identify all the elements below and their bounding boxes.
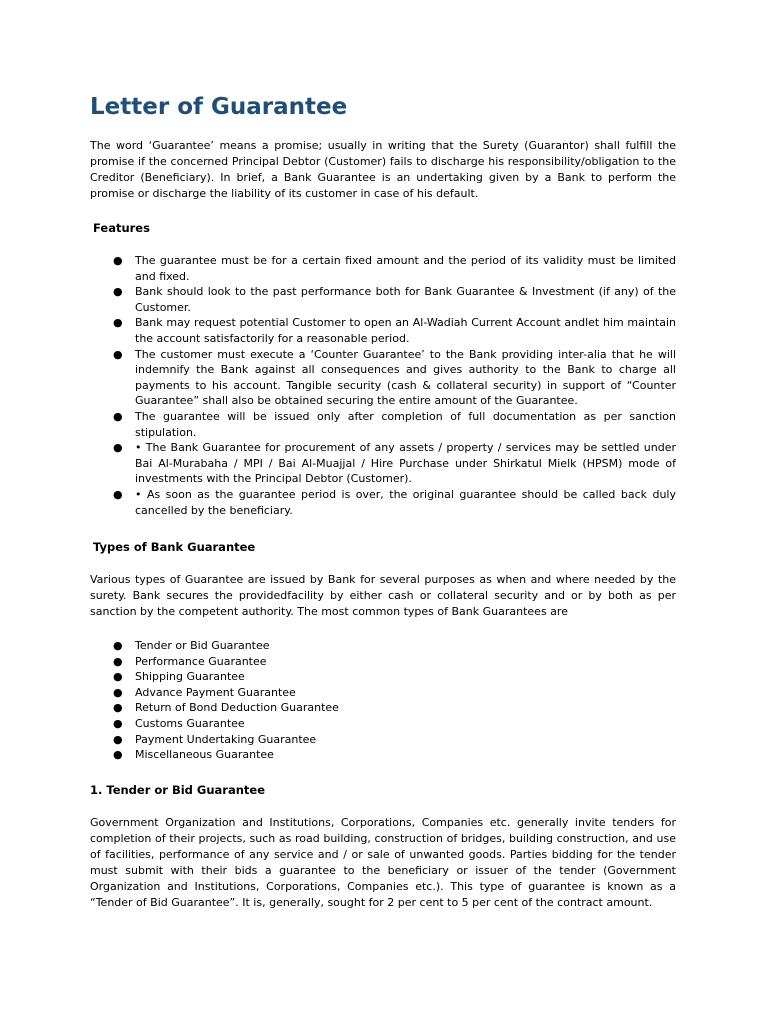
list-item: ● • The Bank Guarantee for procurement of any assets / property / services may be settled under Bai Al-Murabaha / MPI / Bai Al-Muajjal / Hire Purchase under Shirkatul Mielk (HPSM) mode of investments with the Principal Debtor (Customer). [113, 441, 676, 486]
bullet-icon: ● [113, 254, 123, 267]
bullet-icon: ● [113, 487, 123, 501]
list-item: ● Payment Undertaking Guarantee [113, 732, 317, 746]
list-item: ● Advance Payment Guarantee [113, 685, 296, 699]
tender-heading: 1. Tender or Bid Guarantee [90, 783, 266, 797]
bullet-icon: ● [113, 285, 123, 299]
bullet-icon: ● [113, 732, 123, 746]
bullet-icon: ● [113, 316, 123, 330]
bullet-icon: ● [113, 716, 123, 730]
bullet-icon: ● [113, 654, 123, 668]
list-item: ● Miscellaneous Guarantee [113, 748, 274, 762]
bullet-icon: ● [113, 639, 123, 652]
list-item: ● Customs Guarantee [113, 716, 245, 730]
types-heading: Types of Bank Guarantee [93, 540, 256, 554]
list-item: ● Bank may request potential Customer to open an Al-Wadiah Current Account andlet him maintain the account satisfactorily for a reasonable period. [113, 316, 676, 345]
list-item: ● Bank should look to the past performance both for Bank Guarantee & Investment (if any) of the Customer. [113, 285, 676, 314]
list-item: ● Tender or Bid Guarantee [113, 639, 270, 652]
bullet-icon: ● [113, 670, 123, 684]
tender-paragraph: Government Organization and Institutions, Corporations, Companies etc. generally invite tenders for completion of their projects, such as road building, construction of bridges, building construction, and use of facilities, performance of any service and / or sale of unwanted goods. Parties bidding for the tender must submit with their bids a guarantee to the beneficiary or issuer of the tender (Government Organization and Institutions, Corporations, Companies etc.). This type of guarantee is known as a “Tender of Bid Guarantee”. It is, generally, sought for 2 per cent to 5 per cent of the contract amount. [90, 816, 676, 909]
bullet-icon: ● [113, 409, 123, 423]
list-item: ● Performance Guarantee [113, 654, 267, 668]
types-list [90, 638, 676, 763]
list-item: ● • As soon as the guarantee period is over, the original guarantee should be called back duly cancelled by the beneficiary. [113, 487, 676, 517]
bullet-icon: ● [113, 701, 123, 715]
list-item: ● Return of Bond Deduction Guarantee [113, 701, 339, 715]
bullet-icon: ● [113, 748, 123, 762]
list-item: ● The guarantee will be issued only after completion of full documentation as per sanction stipulation. [113, 409, 676, 439]
list-item: ● Shipping Guarantee [113, 670, 245, 684]
bullet-icon: ● [113, 347, 123, 361]
intro-paragraph: The word ‘Guarantee’ means a promise; usually in writing that the Surety (Guarantor) shall fulfill the promise if the concerned Principal Debtor (Customer) fails to discharge his responsibility/obligation to the Creditor (Beneficiary). In brief, a Bank Guarantee is an undertaking given by a Bank to perform the promise or discharge the liability of its customer in case of his default. [90, 139, 676, 200]
features-list [90, 253, 676, 518]
features-heading: Features [93, 221, 150, 235]
page-title: Letter of Guarantee [90, 94, 348, 120]
bullet-icon: ● [113, 441, 123, 455]
list-item: ● The guarantee must be for a certain fixed amount and the period of its validity must be limited and fixed. [113, 254, 676, 283]
bullet-icon: ● [113, 685, 123, 699]
types-intro-paragraph: Various types of Guarantee are issued by Bank for several purposes as when and where needed by the surety. Bank secures the providedfacility by either cash or collateral security and or by both as per sanction by the competent authority. The most common types of Bank Guarantees are [90, 573, 676, 618]
list-item: ● The customer must execute a ‘Counter Guarantee’ to the Bank providing inter-alia that he will indemnify the Bank against all consequences and gives authority to the Bank to charge all payments to his account. Tangible security (cash & collateral security) in support of “Counter Guarantee” shall also be obtained securing the entire amount of the Guarantee. [113, 347, 676, 408]
